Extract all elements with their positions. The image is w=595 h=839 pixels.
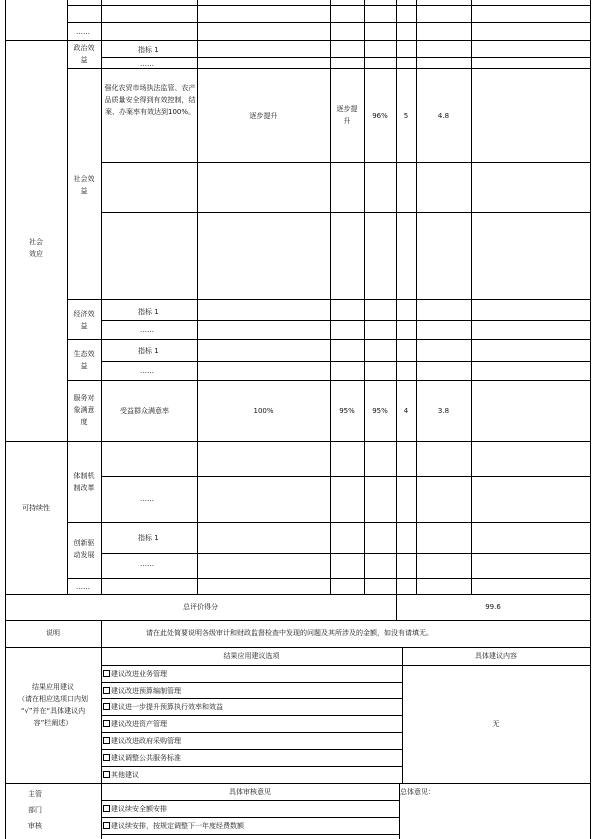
rule xyxy=(5,594,591,595)
apply-option[interactable]: 建议改进业务管理 xyxy=(103,668,167,680)
dept-label: 主管 部门 审核 xyxy=(28,790,42,830)
apply-detail: 无 xyxy=(492,720,500,728)
rule xyxy=(67,339,591,340)
ellipsis: …… xyxy=(140,495,154,503)
category-social-effect: 社会 效应 xyxy=(29,238,43,258)
actual-value: 逐步提 升 xyxy=(336,105,358,125)
subcat-innovation: 创新驱 动发展 xyxy=(73,539,95,559)
rule xyxy=(67,522,591,523)
apply-option[interactable]: 其他建议 xyxy=(103,769,139,781)
ellipsis: …… xyxy=(140,326,154,334)
rule xyxy=(101,320,591,321)
apply-option[interactable]: 建议改进政府采购管理 xyxy=(103,735,181,747)
rule xyxy=(101,800,399,801)
category-sustainability: 可持续性 xyxy=(22,504,50,512)
indicator-1: 指标 1 xyxy=(138,308,159,316)
rule xyxy=(101,162,591,163)
review-option[interactable]: 建议续安全额安排 xyxy=(103,803,167,815)
rule xyxy=(471,0,472,594)
checkbox[interactable] xyxy=(103,720,110,727)
rule xyxy=(330,0,331,594)
score: 4.8 xyxy=(437,112,450,120)
apply-option[interactable]: 建议改进资产管理 xyxy=(103,718,167,730)
completion-rate: 96% xyxy=(372,112,388,120)
completion-rate: 95% xyxy=(372,407,388,415)
ellipsis: …… xyxy=(140,367,154,375)
rule xyxy=(101,553,591,554)
rule xyxy=(416,0,417,594)
checkbox[interactable] xyxy=(103,737,110,744)
rule xyxy=(101,834,399,835)
indicator-content: 强化农贸市场执法监管、农产品质量安全得到有效控制，结案、办案率有效达到100%。 xyxy=(104,84,196,116)
ellipsis: …… xyxy=(140,60,154,68)
subcat-satisfaction: 服务对 象满意 度 xyxy=(73,394,95,426)
apply-option[interactable]: 建议进一步提升预算执行效率和效益 xyxy=(103,701,223,713)
rule xyxy=(101,817,399,818)
rule xyxy=(197,0,198,594)
rule xyxy=(67,578,591,579)
rule xyxy=(101,749,402,750)
weight: 5 xyxy=(403,112,409,120)
subcat-ecological: 生态效 益 xyxy=(73,350,95,370)
checkbox[interactable] xyxy=(103,754,110,761)
rule xyxy=(101,57,591,58)
note-text: 请在此处简要说明各级审计和财政监督检查中发现的问题及其所涉及的金额，如没有请填无。 xyxy=(146,629,433,637)
weight: 4 xyxy=(403,407,409,415)
target-value: 逐步提升 xyxy=(249,112,278,120)
rule xyxy=(101,476,591,477)
rule xyxy=(101,766,402,767)
ellipsis: …… xyxy=(76,28,90,36)
apply-label: 结果应用建议 （请在相应选项口内划 “√”并在“具体建议内 容”栏阐述） xyxy=(18,683,88,727)
score: 3.8 xyxy=(437,407,450,415)
rule xyxy=(5,783,591,784)
subcat-political: 政治效 益 xyxy=(73,44,95,64)
rule xyxy=(101,732,402,733)
rule xyxy=(67,22,591,23)
rule xyxy=(101,212,591,213)
target-value: 100% xyxy=(253,407,274,415)
checkbox[interactable] xyxy=(103,670,110,677)
indicator-content: 受益群众满意率 xyxy=(120,407,169,415)
total-score: 99.6 xyxy=(485,603,501,611)
rule xyxy=(5,441,591,442)
rule xyxy=(101,682,402,683)
rule xyxy=(364,0,365,594)
review-header: 具体审核意见 xyxy=(229,788,271,796)
checkbox[interactable] xyxy=(103,822,110,829)
rule xyxy=(67,380,591,381)
apply-detail-header: 具体建议内容 xyxy=(475,652,517,660)
checkbox[interactable] xyxy=(103,771,110,778)
rule xyxy=(67,5,591,6)
ellipsis: …… xyxy=(140,560,154,568)
subcat-social-benefit: 社会效 益 xyxy=(73,175,95,195)
review-option[interactable]: 建议续安排，按规定调整下一年度经费数额 xyxy=(103,820,244,832)
rule xyxy=(67,299,591,300)
rule xyxy=(101,665,591,666)
rule xyxy=(101,361,591,362)
ellipsis: …… xyxy=(76,583,90,591)
total-label: 总评价得分 xyxy=(183,603,218,611)
checkbox[interactable] xyxy=(103,703,110,710)
rule xyxy=(101,698,402,699)
overall-label: 总体意见： xyxy=(400,788,435,796)
actual-value: 95% xyxy=(339,407,355,415)
rule xyxy=(402,647,403,783)
rule xyxy=(67,0,68,594)
border-right xyxy=(590,0,591,839)
indicator-1: 指标 1 xyxy=(138,534,159,542)
rule xyxy=(396,0,397,620)
apply-option[interactable]: 建议调整公共服务标准 xyxy=(103,752,181,764)
checkbox[interactable] xyxy=(103,805,110,812)
note-label: 说明 xyxy=(46,629,60,637)
indicator-1: 指标 1 xyxy=(138,46,159,54)
rule xyxy=(101,715,402,716)
apply-options-header: 结果应用建议选项 xyxy=(223,652,280,660)
apply-option[interactable]: 建议改进预算编制管理 xyxy=(103,685,181,697)
checkbox[interactable] xyxy=(103,687,110,694)
indicator-1: 指标 1 xyxy=(138,347,159,355)
rule xyxy=(5,647,591,648)
subcat-economic: 经济效 益 xyxy=(73,310,95,330)
subcat-mechanism: 体制机 制改革 xyxy=(73,472,95,492)
rule xyxy=(101,0,102,594)
rule xyxy=(5,620,591,621)
rule xyxy=(5,40,591,41)
